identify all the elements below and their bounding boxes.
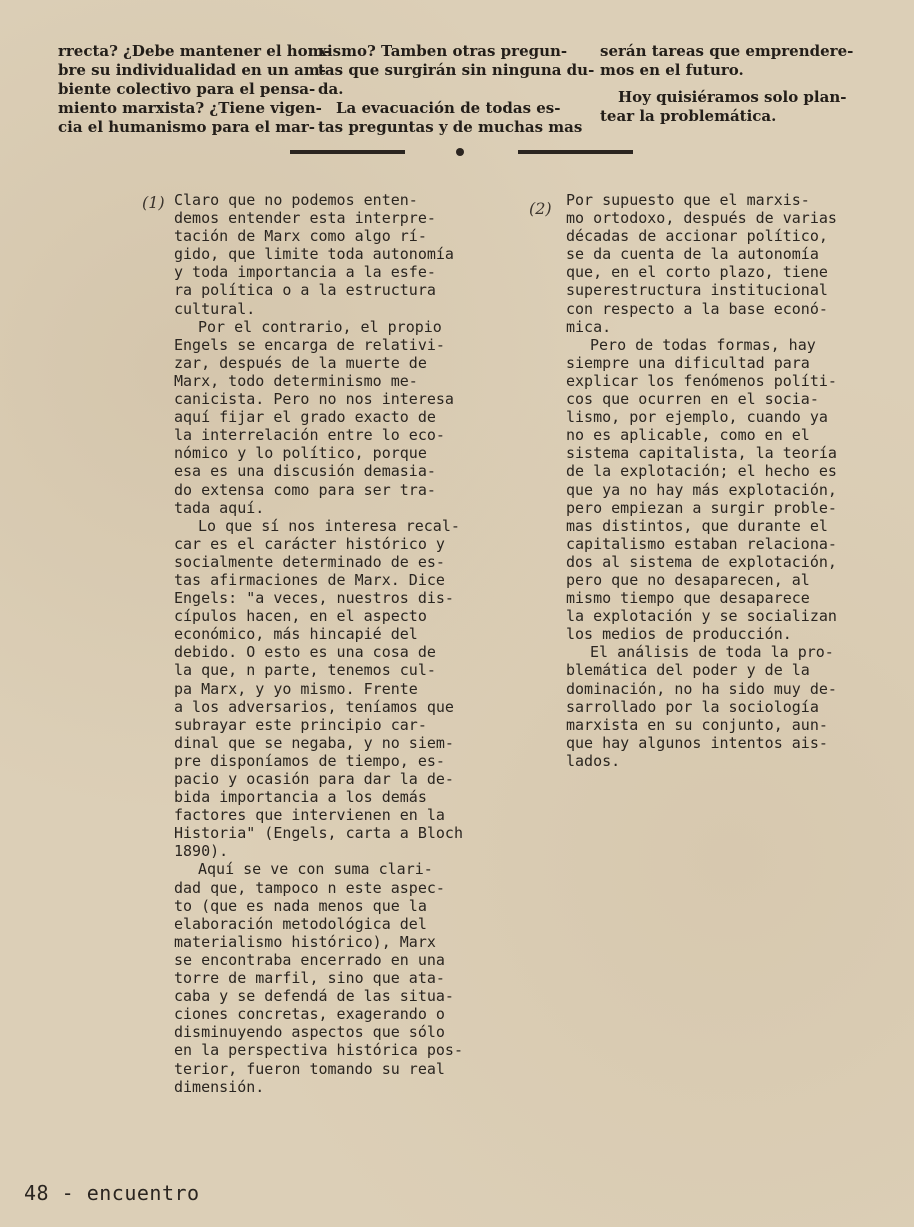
- footnote-line: Lo que sí nos interesa recal-: [198, 516, 460, 535]
- footnote-line: tada aquí.: [174, 498, 265, 517]
- text-line: tear la problemática.: [600, 107, 777, 125]
- footnote-line: dominación, no ha sido muy de-: [566, 679, 837, 698]
- footnote-line: zar, después de la muerte de: [174, 353, 427, 372]
- footnote-line: cípulos hacen, en el aspecto: [174, 607, 427, 626]
- text-line: tas preguntas y de muchas mas: [318, 118, 583, 136]
- footnote-line: tación de Marx como algo rí-: [174, 227, 427, 246]
- footnote-line: torre de marfil, sino que ata-: [174, 969, 445, 988]
- footnote-line: mica.: [566, 317, 612, 336]
- footnote-line: elaboración metodológica del: [174, 914, 427, 933]
- footnote-line: canicista. Pero no nos interesa: [174, 390, 454, 409]
- text-line: miento marxista? ¿Tiene vigen-: [58, 99, 322, 117]
- section-divider: [290, 148, 630, 156]
- footnote-line: mas distintos, que durante el: [566, 516, 828, 535]
- footnote-line: dimensión.: [174, 1077, 265, 1096]
- footnote-line: demos entender esta interpre-: [174, 209, 436, 228]
- footnote-line: la interrelación entre lo eco-: [174, 426, 445, 445]
- footnote-line: lismo, por ejemplo, cuando ya: [566, 408, 828, 427]
- divider-bar-right: [518, 150, 633, 154]
- divider-dot: [456, 148, 464, 156]
- footnote-line: se encontraba encerrado en una: [174, 950, 445, 969]
- footnote-line: pero que no desaparecen, al: [566, 570, 810, 589]
- footnote-line: sarrollado por la sociología: [566, 697, 819, 716]
- text-line: serán tareas que emprendere-: [600, 42, 854, 60]
- text-line: cia el humanismo para el mar-: [58, 118, 316, 136]
- footnote-line: dad que, tampoco n este aspec-: [174, 878, 445, 897]
- footnote-line: a los adversarios, teníamos que: [174, 697, 454, 716]
- footnote-line: disminuyendo aspectos que sólo: [174, 1023, 445, 1042]
- footnote-line: económico, más hincapié del: [174, 625, 418, 644]
- footnote-line: to (que es nada menos que la: [174, 896, 427, 915]
- footnote-line: dinal que se negaba, y no siem-: [174, 733, 454, 752]
- footnote-line: pa Marx, y yo mismo. Frente: [174, 679, 418, 698]
- footnote-line: ra política o a la estructura: [174, 281, 436, 300]
- footnote-line: Por el contrario, el propio: [198, 317, 442, 336]
- footnote-number-2: (2): [529, 199, 552, 218]
- footnote-line: en la perspectiva histórica pos-: [174, 1041, 463, 1060]
- footnote-line: no es aplicable, como en el: [566, 426, 810, 445]
- footnote-line: car es el carácter histórico y: [174, 534, 445, 553]
- footnote-line: factores que intervienen en la: [174, 806, 445, 825]
- footnote-line: dos al sistema de explotación,: [566, 552, 837, 571]
- footnote-line: nómico y lo político, porque: [174, 444, 427, 463]
- footnote-line: mismo tiempo que desaparece: [566, 589, 810, 608]
- top-column-1: [58, 42, 330, 137]
- footnote-line: y toda importancia a la esfe-: [174, 263, 436, 282]
- footnote-line: cultural.: [174, 299, 256, 318]
- text-line: rrecta? ¿Debe mantener el hom-: [58, 42, 330, 60]
- footnote-line: que, en el corto plazo, tiene: [566, 263, 828, 282]
- footnote-line: la explotación y se socializan: [566, 607, 837, 626]
- footnote-line: sistema capitalista, la teoría: [566, 444, 837, 463]
- footnote-line: tas afirmaciones de Marx. Dice: [174, 570, 445, 589]
- paragraph-gap: [600, 80, 865, 88]
- footnote-1-text: [174, 191, 463, 1096]
- footnote-line: 1890).: [174, 842, 229, 861]
- text-line: da.: [318, 80, 344, 98]
- top-column-3: [600, 42, 865, 126]
- footnote-line: marxista en su conjunto, aun-: [566, 715, 828, 734]
- footnote-line: Engels se encarga de relativi-: [174, 335, 445, 354]
- footnote-line: blemática del poder y de la: [566, 661, 810, 680]
- footnote-line: de la explotación; el hecho es: [566, 462, 837, 481]
- footnote-line: Por supuesto que el marxis-: [566, 191, 810, 209]
- footnote-line: mo ortodoxo, después de varias: [566, 209, 837, 228]
- footnote-line: Pero de todas formas, hay: [590, 335, 816, 354]
- footnote-line: los medios de producción.: [566, 625, 792, 644]
- footnote-line: aquí fijar el grado exacto de: [174, 408, 436, 427]
- footnote-line: superestructura institucional: [566, 281, 828, 300]
- footnote-line: Engels: "a veces, nuestros dis-: [174, 589, 454, 608]
- footnote-2-text: [566, 191, 836, 770]
- text-line: biente colectivo para el pensa-: [58, 80, 316, 98]
- footnote-line: que ya no hay más explotación,: [566, 480, 837, 499]
- footnote-line: cos que ocurren en el socia-: [566, 390, 819, 409]
- footnote-line: El análisis de toda la pro-: [590, 643, 834, 662]
- page-footer: 48 - encuentro: [24, 1181, 200, 1205]
- footnote-line: décadas de accionar político,: [566, 227, 828, 246]
- text-line: bre su individualidad en un am-: [58, 61, 326, 79]
- footnote-line: gido, que limite toda autonomía: [174, 245, 454, 264]
- footnote-line: bida importancia a los demás: [174, 788, 427, 807]
- footnote-line: terior, fueron tomando su real: [174, 1059, 445, 1078]
- footnote-line: explicar los fenómenos políti-: [566, 371, 837, 390]
- footnote-line: con respecto a la base econó-: [566, 299, 828, 318]
- text-line: tas que surgirán sin ninguna du-: [318, 61, 595, 79]
- footnote-line: capitalismo estaban relaciona-: [566, 534, 837, 553]
- footnote-line: pero empiezan a surgir proble-: [566, 498, 837, 517]
- footnote-line: ciones concretas, exagerando o: [174, 1005, 445, 1024]
- footnote-line: esa es una discusión demasia-: [174, 462, 436, 481]
- text-line: mos en el futuro.: [600, 61, 744, 79]
- footnote-line: pacio y ocasión para dar la de-: [174, 770, 454, 788]
- footnote-line: Historia" (Engels, carta a Bloch: [174, 824, 463, 843]
- text-line: Hoy quisiéramos solo plan-: [618, 88, 847, 106]
- footnote-line: materialismo histórico), Marx: [174, 932, 436, 951]
- footnote-line: la que, n parte, tenemos cul-: [174, 661, 436, 680]
- top-column-2: [318, 42, 595, 137]
- footnote-line: Claro que no podemos enten-: [174, 191, 418, 209]
- footnote-line: debido. O esto es una cosa de: [174, 643, 436, 662]
- footnote-number-1: (1): [142, 193, 165, 212]
- footnote-line: Aquí se ve con suma clari-: [198, 860, 433, 879]
- footnote-line: lados.: [566, 751, 621, 770]
- footnote-line: siempre una dificultad para: [566, 353, 810, 372]
- footnote-line: subrayar este principio car-: [174, 715, 427, 734]
- footnote-line: Marx, todo determinismo me-: [174, 371, 418, 390]
- footnote-line: caba y se defendá de las situa-: [174, 987, 454, 1006]
- footnote-line: que hay algunos intentos ais-: [566, 733, 828, 752]
- footnote-line: do extensa como para ser tra-: [174, 480, 436, 499]
- divider-bar-left: [290, 150, 405, 154]
- text-line: xismo? Tamben otras pregun-: [318, 42, 568, 60]
- footnote-line: socialmente determinado de es-: [174, 552, 445, 571]
- footnote-line: pre disponíamos de tiempo, es-: [174, 751, 445, 770]
- footnote-line: se da cuenta de la autonomía: [566, 245, 819, 264]
- text-line: La evacuación de todas es-: [336, 99, 561, 117]
